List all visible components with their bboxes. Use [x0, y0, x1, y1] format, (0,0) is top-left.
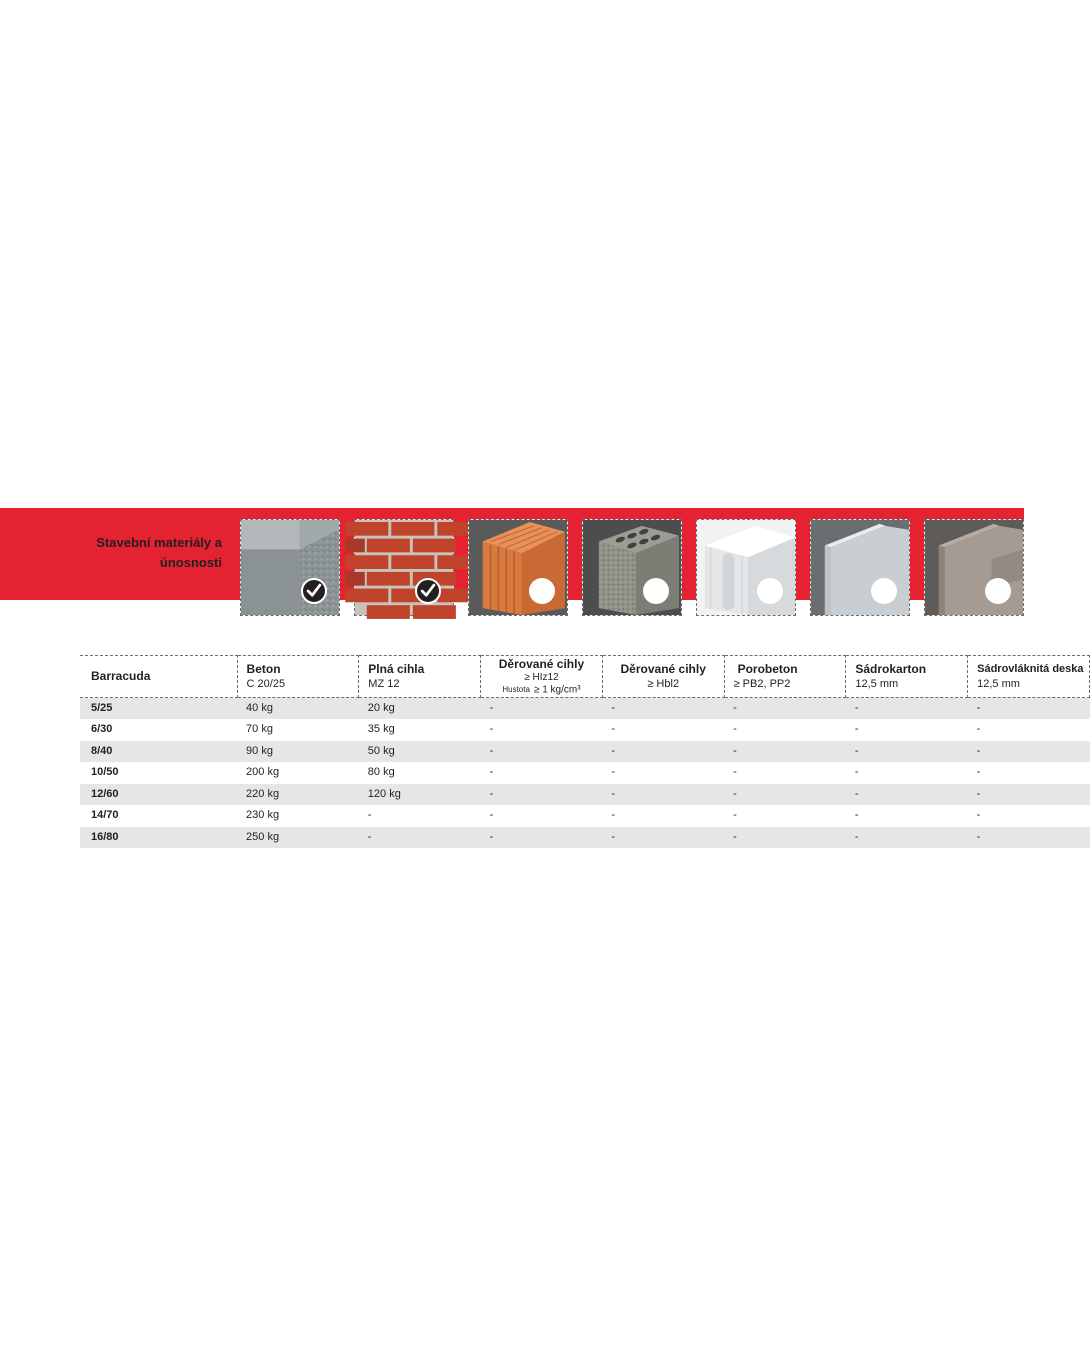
header-porobeton: Porobeton ≥ PB2, PP2 — [724, 656, 846, 698]
banner-title: Stavební materiály a únosnosti — [96, 535, 222, 570]
header-beton: Beton C 20/25 — [237, 656, 359, 698]
table-row: 6/30 70 kg 35 kg - - - - - — [80, 719, 1090, 741]
table-row: 14/70 230 kg - - - - - - — [80, 805, 1090, 827]
header-derovane-cihly-hbl: Děrované cihly ≥ Hbl2 — [602, 656, 724, 698]
gypsum-fibreboard-image — [925, 520, 1023, 615]
empty-circle-icon — [871, 578, 897, 604]
table-row: 8/40 90 kg 50 kg - - - - - — [80, 741, 1090, 763]
table-row: 10/50 200 kg 80 kg - - - - - — [80, 762, 1090, 784]
header-derovane-cihly-hiz: Děrované cihly ≥ HIz12 Hustota ≥ 1 kg/cm³ — [481, 656, 603, 698]
header-sadrovlaknita-deska: Sádrovláknitá deska 12,5 mm — [968, 656, 1090, 698]
empty-circle-icon — [985, 578, 1011, 604]
plasterboard-image — [811, 520, 909, 615]
header-sadrokarton: Sádrokarton 12,5 mm — [846, 656, 968, 698]
table-header-row — [80, 656, 1090, 698]
hollow-block-image — [583, 520, 681, 615]
table-row: 12/60 220 kg 120 kg - - - - - — [80, 784, 1090, 806]
header-plna-cihla: Plná cihla MZ 12 — [359, 656, 481, 698]
check-icon — [415, 578, 441, 604]
gypsum-fibreboard-tile — [924, 519, 1024, 616]
plasterboard-tile — [810, 519, 910, 616]
solid-brick-tile — [354, 519, 454, 616]
empty-circle-icon — [643, 578, 669, 604]
concrete-tile — [240, 519, 340, 616]
aerated-concrete-tile — [696, 519, 796, 616]
hollow-brick-image — [469, 520, 567, 615]
load-capacity-table — [80, 655, 1084, 848]
table-row: 5/25 40 kg 20 kg - - - - - — [80, 698, 1090, 720]
empty-circle-icon — [757, 578, 783, 604]
check-icon — [301, 578, 327, 604]
header-barracuda: Barracuda — [80, 656, 237, 698]
hollow-block-tile — [582, 519, 682, 616]
empty-circle-icon — [529, 578, 555, 604]
aerated-concrete-image — [697, 520, 795, 615]
table-row: 16/80 250 kg - - - - - - — [80, 827, 1090, 849]
hollow-brick-tile — [468, 519, 568, 616]
